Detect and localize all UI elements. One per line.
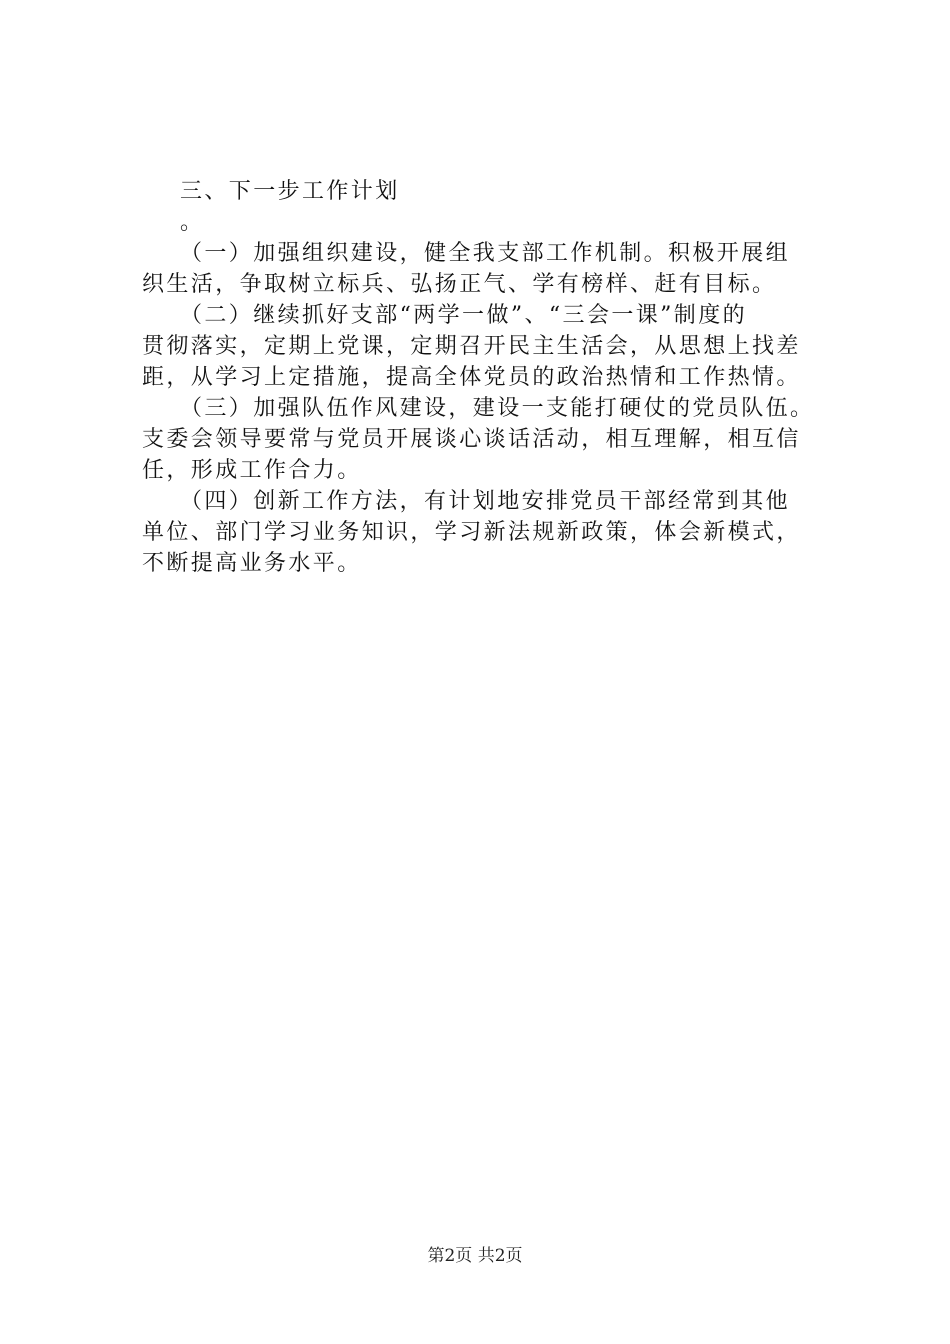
page-footer: 第2页 共2页 [427,1246,523,1266]
stray-mark: 。 [180,210,205,235]
paragraph-1 [142,238,842,300]
paragraph-line: 不断提高业务水平。 [142,551,362,576]
paragraph-3 [142,393,842,486]
paragraph-line: （四）创新工作方法，有计划地安排党员干部经常到其他 [180,489,791,514]
paragraph-line: 织生活，争取树立标兵、弘扬正气、学有榜样、赶有目标。 [142,272,777,297]
paragraph-4 [142,486,842,579]
document-body [142,176,842,579]
paragraph-line: （二）继续抓好支部“两学一做”、“三会一课”制度的 [180,303,747,328]
paragraph-line: 单位、部门学习业务知识，学习新法规新政策，体会新模式， [142,520,801,545]
paragraph-line: （三）加强队伍作风建设，建设一支能打硬仗的党员队伍。 [180,396,815,421]
paragraph-line: 任，形成工作合力。 [142,458,362,483]
paragraph-line: 距，从学习上定措施，提高全体党员的政治热情和工作热情。 [142,365,801,390]
paragraph-line: 贯彻落实，定期上党课，定期召开民主生活会，从思想上找差 [142,334,801,359]
section-heading: 三、下一步工作计划 [180,179,400,204]
paragraph-line: 支委会领导要常与党员开展谈心谈话活动，相互理解，相互信 [142,427,801,452]
paragraph-2 [142,300,842,393]
paragraph-line: （一）加强组织建设，健全我支部工作机制。积极开展组 [180,241,791,266]
